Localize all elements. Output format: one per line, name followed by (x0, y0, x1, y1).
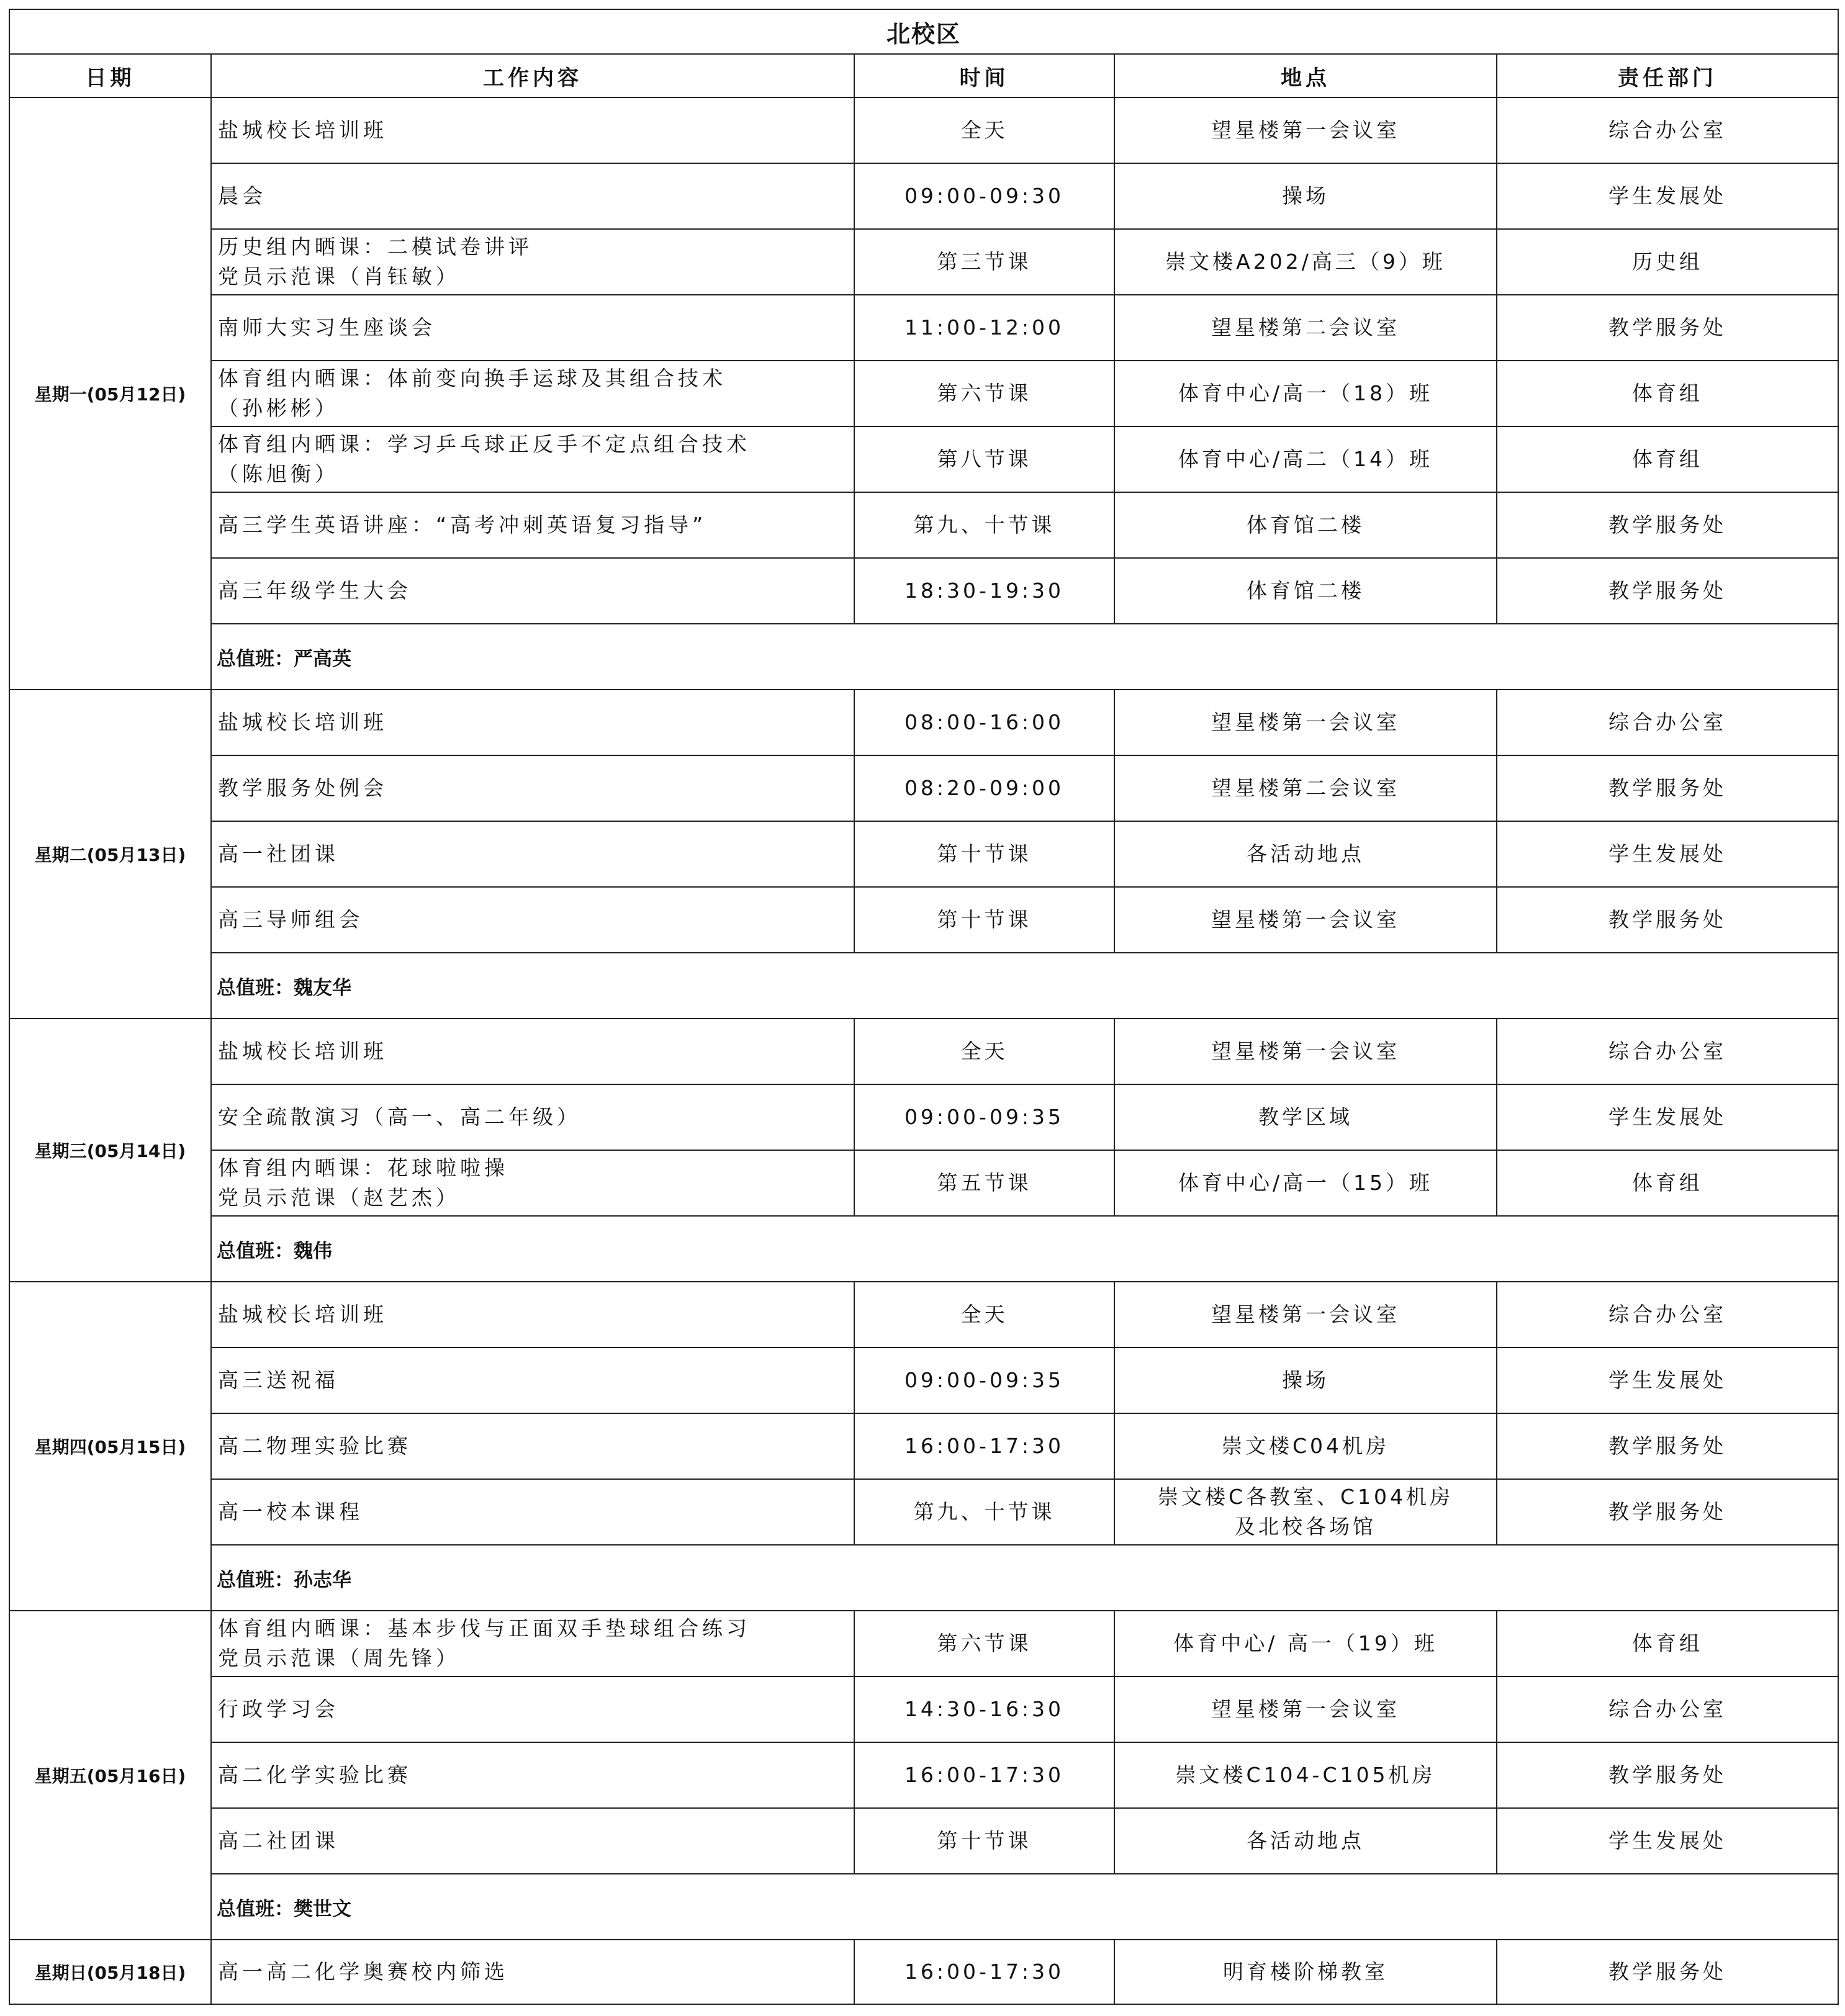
table-row (9, 887, 1838, 953)
place-line: 操场 (1282, 1368, 1329, 1392)
time-cell: 08:00-16:00 (854, 690, 1114, 755)
time-cell: 18:30-19:30 (854, 558, 1114, 624)
time-cell: 第十节课 (854, 821, 1114, 887)
place-cell (1114, 1808, 1497, 1874)
department-cell: 教学服务处 (1497, 887, 1838, 953)
department-cell: 综合办公室 (1497, 1676, 1838, 1742)
work-content-cell (211, 1348, 854, 1413)
duty-row (9, 1545, 1838, 1611)
work-content-line: 盐城校长培训班 (218, 710, 387, 734)
place-line: 体育中心/高一（18）班 (1178, 381, 1433, 405)
department-cell: 教学服务处 (1497, 492, 1838, 558)
department-cell: 学生发展处 (1497, 1084, 1838, 1150)
work-content-line: 晨会 (218, 184, 266, 208)
work-content-line: 体育组内晒课：花球啦啦操 (218, 1156, 508, 1180)
duty-row (9, 953, 1838, 1019)
place-line: 崇文楼C04机房 (1221, 1434, 1390, 1458)
place-line: 望星楼第一会议室 (1211, 907, 1400, 932)
work-content-line: 党员示范课（赵艺杰） (218, 1186, 460, 1210)
work-content-cell (211, 361, 854, 426)
place-cell (1114, 229, 1497, 295)
date-cell: 星期一(05月12日) (9, 97, 211, 690)
work-content-line: 党员示范课（肖钰敏） (218, 264, 460, 289)
table-row (9, 1479, 1838, 1545)
work-content-cell (211, 295, 854, 361)
table-row (9, 755, 1838, 821)
place-cell (1114, 1348, 1497, 1413)
place-line: 望星楼第一会议室 (1211, 710, 1400, 734)
place-line: 及北校各场馆 (1235, 1514, 1376, 1539)
work-content-cell (211, 1413, 854, 1479)
time-cell: 09:00-09:35 (854, 1084, 1114, 1150)
date-cell: 星期四(05月15日) (9, 1282, 211, 1611)
department-cell: 教学服务处 (1497, 295, 1838, 361)
place-line: 教学区域 (1258, 1105, 1353, 1129)
place-line: 体育中心/高二（14）班 (1178, 447, 1433, 471)
duty-officer-cell: 总值班：魏伟 (211, 1216, 1838, 1282)
place-cell (1114, 1150, 1497, 1216)
department-cell: 教学服务处 (1497, 1940, 1838, 2004)
table-row (9, 1742, 1838, 1808)
work-content-cell (211, 1019, 854, 1084)
time-cell: 第六节课 (854, 361, 1114, 426)
duty-row (9, 1874, 1838, 1940)
work-content-cell (211, 426, 854, 492)
time-cell: 全天 (854, 1019, 1114, 1084)
department-cell: 体育组 (1497, 1150, 1838, 1216)
table-row (9, 1348, 1838, 1413)
work-content-line: 盐城校长培训班 (218, 1039, 387, 1063)
schedule-table (9, 9, 1839, 2005)
work-content-cell (211, 229, 854, 295)
table-row (9, 1282, 1838, 1348)
header-row (9, 54, 1838, 97)
work-content-line: 高三学生英语讲座：“高考冲刺英语复习指导” (218, 513, 707, 537)
place-cell (1114, 1742, 1497, 1808)
table-row (9, 361, 1838, 426)
date-cell: 星期三(05月14日) (9, 1019, 211, 1282)
work-content-cell (211, 1150, 854, 1216)
work-content-line: 盐城校长培训班 (218, 118, 387, 142)
place-cell (1114, 558, 1497, 624)
time-cell: 16:00-17:30 (854, 1940, 1114, 2004)
table-row (9, 558, 1838, 624)
place-cell (1114, 1940, 1497, 2004)
work-content-cell (211, 1282, 854, 1348)
department-cell: 学生发展处 (1497, 1348, 1838, 1413)
table-row (9, 229, 1838, 295)
header-date: 日期 (9, 54, 211, 97)
work-content-line: 历史组内晒课：二模试卷讲评 (218, 235, 533, 259)
header-content: 工作内容 (211, 54, 854, 97)
work-content-line: 安全疏散演习（高一、高二年级） (218, 1105, 581, 1129)
table-row (9, 1019, 1838, 1084)
date-cell: 星期日(05月18日) (9, 1940, 211, 2004)
time-cell: 09:00-09:35 (854, 1348, 1114, 1413)
work-content-line: 高一高二化学奥赛校内筛选 (218, 1960, 508, 1984)
table-row (9, 690, 1838, 755)
table-row (9, 1940, 1838, 2004)
place-line: 明育楼阶梯教室 (1223, 1960, 1388, 1984)
place-line: 体育中心/高一（15）班 (1178, 1171, 1433, 1195)
duty-officer-cell: 总值班：魏友华 (211, 953, 1838, 1019)
table-row (9, 1413, 1838, 1479)
work-content-cell (211, 1479, 854, 1545)
work-content-line: 行政学习会 (218, 1697, 339, 1721)
place-cell (1114, 426, 1497, 492)
place-cell (1114, 1676, 1497, 1742)
campus-title: 北校区 (9, 9, 1838, 54)
department-cell: 教学服务处 (1497, 1479, 1838, 1545)
table-row (9, 97, 1838, 163)
place-line: 望星楼第一会议室 (1211, 1302, 1400, 1326)
work-content-cell (211, 1084, 854, 1150)
work-content-cell (211, 690, 854, 755)
work-content-line: 高二化学实验比赛 (218, 1763, 412, 1787)
place-line: 体育馆二楼 (1247, 513, 1365, 537)
table-row (9, 1808, 1838, 1874)
department-cell: 综合办公室 (1497, 690, 1838, 755)
place-cell (1114, 1479, 1497, 1545)
time-cell: 第十节课 (854, 887, 1114, 953)
table-row (9, 426, 1838, 492)
work-content-line: 高二社团课 (218, 1829, 339, 1853)
department-cell: 体育组 (1497, 1611, 1838, 1676)
place-line: 望星楼第二会议室 (1211, 776, 1400, 800)
place-cell (1114, 1019, 1497, 1084)
work-content-line: 高一校本课程 (218, 1500, 363, 1524)
work-content-line: （陈旭衡） (218, 462, 339, 486)
work-content-line: 高三年级学生大会 (218, 578, 412, 603)
time-cell: 16:00-17:30 (854, 1742, 1114, 1808)
place-cell (1114, 163, 1497, 229)
place-line: 各活动地点 (1247, 1829, 1365, 1853)
work-content-cell (211, 755, 854, 821)
place-line: 崇文楼C各教室、C104机房 (1157, 1485, 1454, 1509)
work-content-line: 南师大实习生座谈会 (218, 315, 436, 340)
department-cell: 体育组 (1497, 426, 1838, 492)
work-content-line: 盐城校长培训班 (218, 1302, 387, 1326)
work-content-cell (211, 163, 854, 229)
place-line: 崇文楼A202/高三（9）班 (1165, 250, 1446, 274)
work-content-line: 高三导师组会 (218, 907, 363, 932)
work-content-line: 体育组内晒课：体前变向换手运球及其组合技术 (218, 366, 726, 390)
title-row (9, 9, 1838, 54)
time-cell: 第十节课 (854, 1808, 1114, 1874)
place-line: 望星楼第一会议室 (1211, 1697, 1400, 1721)
place-line: 体育馆二楼 (1247, 578, 1365, 603)
work-content-cell (211, 558, 854, 624)
department-cell: 教学服务处 (1497, 1742, 1838, 1808)
department-cell: 教学服务处 (1497, 1413, 1838, 1479)
time-cell: 第八节课 (854, 426, 1114, 492)
place-cell (1114, 361, 1497, 426)
time-cell: 08:20-09:00 (854, 755, 1114, 821)
department-cell: 体育组 (1497, 361, 1838, 426)
place-cell (1114, 690, 1497, 755)
duty-officer-cell: 总值班：严高英 (211, 624, 1838, 690)
place-line: 体育中心/ 高一（19）班 (1173, 1631, 1438, 1655)
header-place: 地点 (1114, 54, 1497, 97)
department-cell: 学生发展处 (1497, 1808, 1838, 1874)
place-cell (1114, 1084, 1497, 1150)
schedule-body (9, 9, 1838, 2004)
table-row (9, 492, 1838, 558)
duty-row (9, 1216, 1838, 1282)
work-content-line: 高三送祝福 (218, 1368, 339, 1392)
work-content-cell (211, 1676, 854, 1742)
place-cell (1114, 492, 1497, 558)
work-content-line: （孙彬彬） (218, 396, 339, 420)
place-cell (1114, 1611, 1497, 1676)
work-content-line: 高二物理实验比赛 (218, 1434, 412, 1458)
place-line: 操场 (1282, 184, 1329, 208)
work-content-line: 体育组内晒课：基本步伐与正面双手垫球组合练习 (218, 1616, 751, 1640)
duty-row (9, 624, 1838, 690)
time-cell: 第九、十节课 (854, 492, 1114, 558)
place-cell (1114, 97, 1497, 163)
time-cell: 全天 (854, 1282, 1114, 1348)
work-content-cell (211, 1940, 854, 2004)
time-cell: 16:00-17:30 (854, 1413, 1114, 1479)
time-cell: 第三节课 (854, 229, 1114, 295)
time-cell: 全天 (854, 97, 1114, 163)
department-cell: 综合办公室 (1497, 97, 1838, 163)
place-cell (1114, 821, 1497, 887)
work-content-cell (211, 492, 854, 558)
place-cell (1114, 887, 1497, 953)
table-row (9, 1150, 1838, 1216)
work-content-cell (211, 1742, 854, 1808)
time-cell: 第六节课 (854, 1611, 1114, 1676)
department-cell: 教学服务处 (1497, 755, 1838, 821)
department-cell: 历史组 (1497, 229, 1838, 295)
department-cell: 综合办公室 (1497, 1019, 1838, 1084)
place-line: 望星楼第二会议室 (1211, 315, 1400, 340)
work-content-line: 高一社团课 (218, 842, 339, 866)
place-cell (1114, 755, 1497, 821)
time-cell: 第五节课 (854, 1150, 1114, 1216)
duty-officer-cell: 总值班：孙志华 (211, 1545, 1838, 1611)
place-cell (1114, 295, 1497, 361)
place-cell (1114, 1413, 1497, 1479)
place-line: 望星楼第一会议室 (1211, 118, 1400, 142)
time-cell: 14:30-16:30 (854, 1676, 1114, 1742)
table-row (9, 821, 1838, 887)
table-row (9, 1676, 1838, 1742)
work-content-cell (211, 97, 854, 163)
work-content-line: 党员示范课（周先锋） (218, 1646, 460, 1670)
date-cell: 星期五(05月16日) (9, 1611, 211, 1940)
table-row (9, 1084, 1838, 1150)
work-content-cell (211, 887, 854, 953)
work-content-cell (211, 1611, 854, 1676)
header-dept: 责任部门 (1497, 54, 1838, 97)
table-row (9, 1611, 1838, 1676)
department-cell: 教学服务处 (1497, 558, 1838, 624)
time-cell: 第九、十节课 (854, 1479, 1114, 1545)
work-content-line: 体育组内晒课：学习乒乓球正反手不定点组合技术 (218, 432, 751, 456)
place-line: 望星楼第一会议室 (1211, 1039, 1400, 1063)
duty-officer-cell: 总值班：樊世文 (211, 1874, 1838, 1940)
work-content-cell (211, 1808, 854, 1874)
department-cell: 学生发展处 (1497, 163, 1838, 229)
work-content-cell (211, 821, 854, 887)
date-cell: 星期二(05月13日) (9, 690, 211, 1019)
table-row (9, 295, 1838, 361)
department-cell: 综合办公室 (1497, 1282, 1838, 1348)
header-time: 时间 (854, 54, 1114, 97)
time-cell: 11:00-12:00 (854, 295, 1114, 361)
place-cell (1114, 1282, 1497, 1348)
department-cell: 学生发展处 (1497, 821, 1838, 887)
time-cell: 09:00-09:30 (854, 163, 1114, 229)
table-row (9, 163, 1838, 229)
place-line: 各活动地点 (1247, 842, 1365, 866)
work-content-line: 教学服务处例会 (218, 776, 387, 800)
place-line: 崇文楼C104-C105机房 (1175, 1763, 1436, 1787)
